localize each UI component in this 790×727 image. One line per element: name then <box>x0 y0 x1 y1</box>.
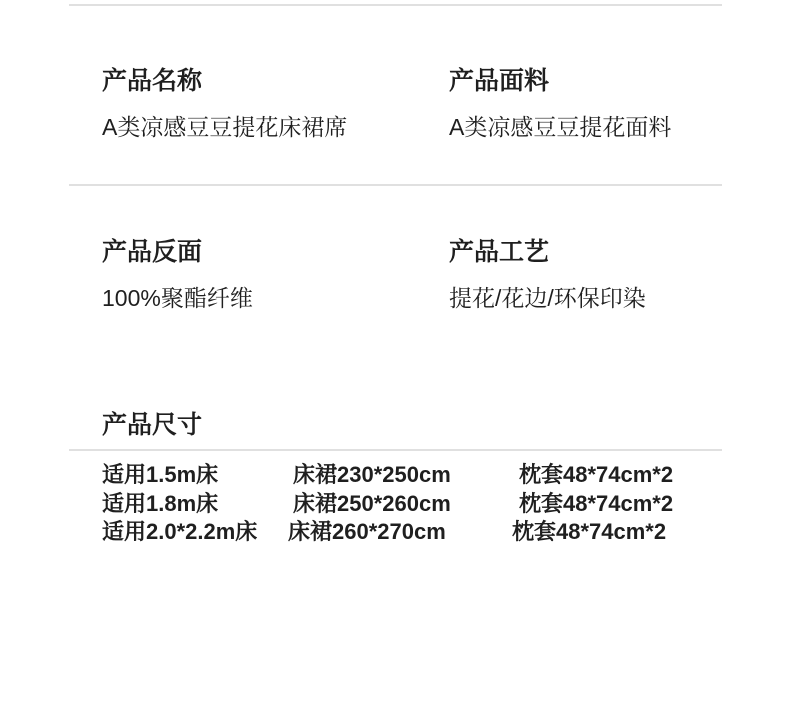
size-table-row <box>102 461 728 490</box>
size-cell-pillow: 枕套48*74cm*2 <box>519 490 674 516</box>
spec-title-product-sizes: 产品尺寸 <box>102 411 203 439</box>
size-cell-skirt: 床裙250*260cm <box>293 490 451 516</box>
size-table <box>102 461 728 547</box>
size-cell-bed: 适用2.0*2.2m床 <box>102 519 258 544</box>
size-cell-bed: 适用1.5m床 <box>102 462 219 487</box>
size-table-row <box>102 490 728 519</box>
size-cell-skirt: 床裙230*250cm <box>293 462 451 487</box>
size-cell-pillow: 枕套48*74cm*2 <box>512 519 667 544</box>
spec-value-product-backside: 100%聚酯纤维 <box>102 285 253 311</box>
spec-product-fabric <box>449 69 784 140</box>
spec-title-product-craft: 产品工艺 <box>449 238 550 266</box>
size-table-row <box>102 518 728 547</box>
size-cell-bed: 适用1.8m床 <box>102 490 219 516</box>
spec-value-product-name: A类凉感豆豆提花床裙席 <box>102 114 348 140</box>
spec-value-product-fabric: A类凉感豆豆提花面料 <box>449 114 672 140</box>
spec-product-backside <box>102 240 437 311</box>
section-divider-sizes <box>69 449 722 451</box>
section-divider-middle <box>69 184 722 186</box>
spec-product-name <box>102 69 437 140</box>
spec-title-product-fabric: 产品面料 <box>449 67 550 95</box>
size-cell-skirt: 床裙260*270cm <box>288 519 446 544</box>
section-divider-top <box>69 4 722 6</box>
size-cell-pillow: 枕套48*74cm*2 <box>519 462 674 487</box>
spec-value-product-craft: 提花/花边/环保印染 <box>449 285 646 311</box>
spec-product-craft <box>449 240 784 311</box>
spec-title-product-name: 产品名称 <box>102 67 203 95</box>
spec-title-product-backside: 产品反面 <box>102 238 203 266</box>
